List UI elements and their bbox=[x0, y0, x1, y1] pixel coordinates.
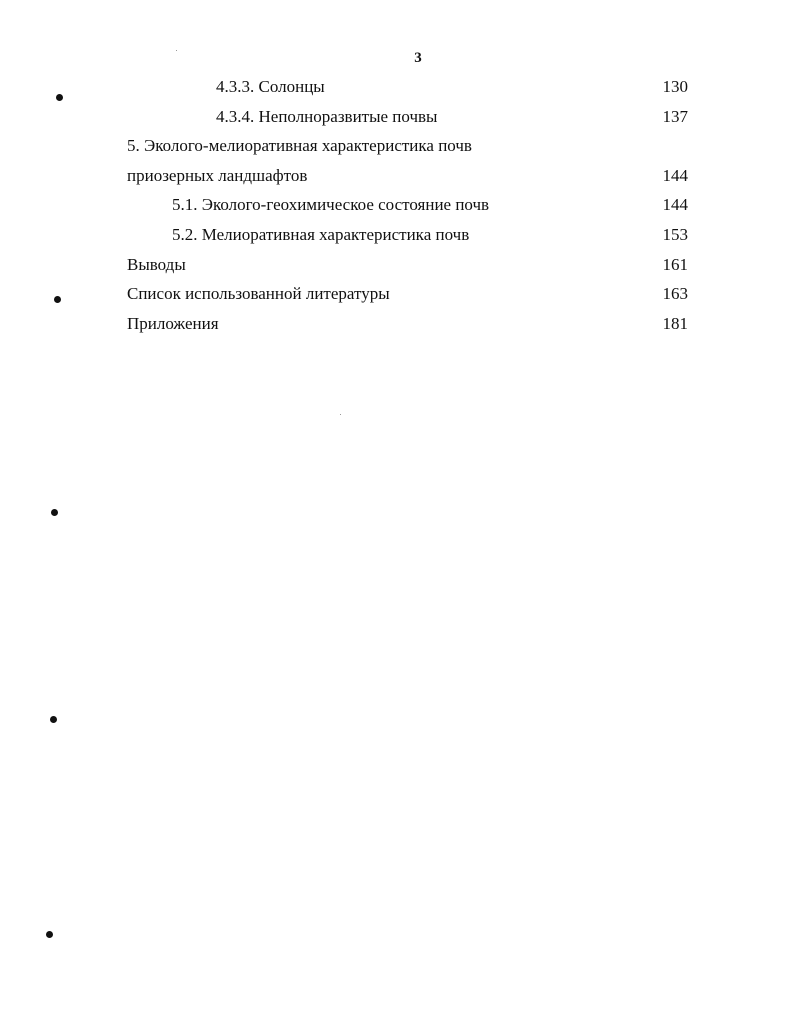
toc-entry bbox=[0, 102, 798, 132]
toc-entry-title: 4.3.4. Неполноразвитые почвы bbox=[216, 106, 438, 126]
toc-entry-page: 153 bbox=[662, 224, 688, 244]
toc-entry-page: 144 bbox=[662, 195, 688, 215]
toc-entry-title: 5.2. Мелиоративная характеристика почв bbox=[172, 224, 470, 244]
toc-entry-title: Приложения bbox=[127, 313, 219, 333]
toc-entry-title: Список использованной литературы bbox=[127, 284, 390, 304]
toc-entry bbox=[0, 220, 798, 250]
toc-entry-page: 163 bbox=[662, 284, 688, 304]
toc-entry bbox=[0, 309, 798, 339]
toc-entry bbox=[0, 72, 798, 102]
toc-entry-title: 5. Эколого-мелиоративная характеристика почв bbox=[127, 136, 472, 156]
toc-entry-page: 137 bbox=[662, 106, 688, 126]
toc-entry-page: 130 bbox=[662, 77, 688, 96]
binding-hole-mark bbox=[56, 94, 63, 101]
toc-entry-page: 181 bbox=[662, 313, 688, 333]
toc-entry-page: 144 bbox=[662, 165, 688, 185]
scan-speck bbox=[340, 414, 341, 415]
scan-speck bbox=[176, 50, 177, 51]
binding-hole-mark bbox=[46, 931, 53, 938]
toc-entry-title: 5.1. Эколого-геохимическое состояние почв bbox=[172, 195, 490, 215]
binding-hole-mark bbox=[51, 509, 58, 516]
toc-entry bbox=[0, 279, 798, 309]
toc-entry-title: Выводы bbox=[127, 254, 186, 274]
toc-entry bbox=[0, 161, 798, 191]
binding-hole-mark bbox=[50, 716, 57, 723]
toc-entry bbox=[0, 190, 798, 220]
toc-entry-title: 4.3.3. Солонцы bbox=[216, 77, 325, 96]
toc-entry bbox=[0, 131, 798, 161]
page-number: 3 bbox=[414, 50, 422, 66]
toc-entry-page: 161 bbox=[662, 254, 688, 274]
toc-entry bbox=[0, 250, 798, 280]
table-of-contents bbox=[0, 72, 798, 338]
binding-hole-mark bbox=[54, 296, 61, 303]
toc-entry-title: приозерных ландшафтов bbox=[127, 165, 308, 185]
